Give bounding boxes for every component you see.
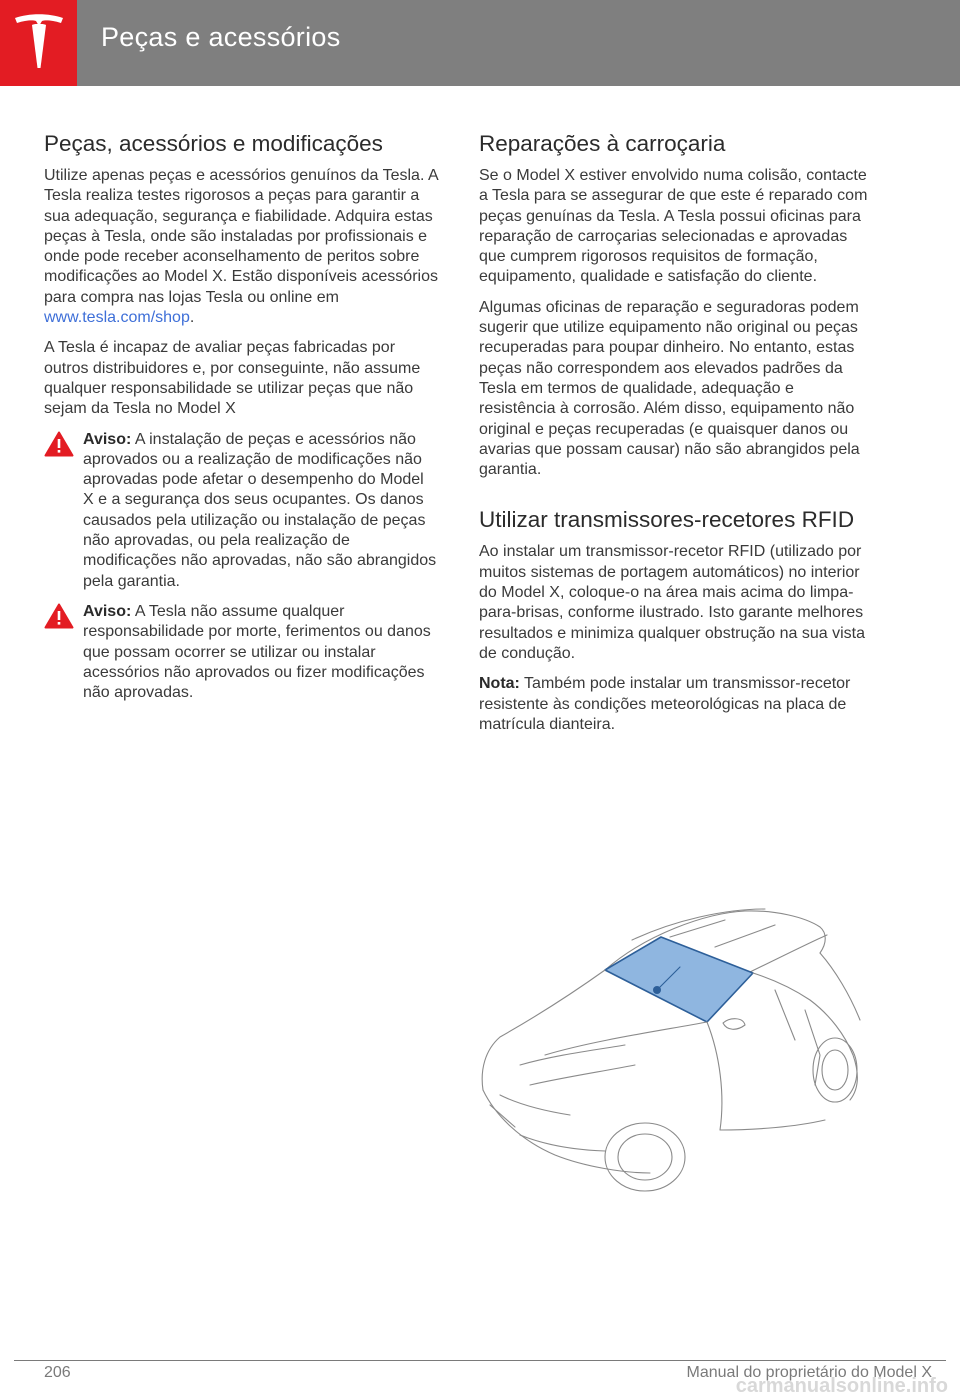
body-repair-paragraph: Se o Model X estiver envolvido numa colisão, contacte a Tesla para se assegurar de que este é reparado com peças genuínas da Tesla. A Tesla possui oficinas para reparação de carroçarias selecionadas e aprovadas que cumprem rigorosos requisitos de formação, equipamento, qualidade e satisfação do cliente. xyxy=(479,167,868,286)
footer-rule xyxy=(14,1360,946,1361)
warning-icon xyxy=(44,431,74,457)
left-column xyxy=(44,130,438,713)
warning-block xyxy=(44,430,438,592)
note-body: Também pode instalar um transmissor-recetor resistente às condições meteorológicas na placa de matrícula dianteira. xyxy=(479,675,851,733)
page-section-title: Peças e acessórios xyxy=(101,22,341,52)
parts-paragraph-text: Utilize apenas peças e acessórios genuínos da Tesla. A Tesla realiza testes rigorosos a peças para garantir a sua adequação, segurança e fiabilidade. Adquira estas peças à Tesla, onde são instaladas por profissionais e onde pode receber aconselhamento de peritos sobre modificações ao Model X. Estão disponíveis acessórios para compra nas lojas Tesla ou online em xyxy=(44,167,438,306)
note-paragraph xyxy=(479,674,873,735)
rfid-heading: Utilizar transmissores-recetores RFID xyxy=(479,507,855,533)
warning-icon xyxy=(44,603,74,629)
tesla-logo xyxy=(0,0,77,86)
warning-text xyxy=(83,602,438,703)
note-label: Nota: xyxy=(479,675,520,693)
warning-label: Aviso: xyxy=(83,602,132,620)
rfid-paragraph: Ao instalar um transmissor-recetor RFID (utilizado por muitos sistemas de portagem automáticos) no interior do Model X, coloque-o na área mais acima do limpa-para-brisas, conforme ilustrado. Isto garante melhores resultados e minimiza qualquer obstrução na sua vista de condução. xyxy=(479,543,865,662)
third-party-paragraph: A Tesla é incapaz de avaliar peças fabricadas por outros distribuidores e, por conseguinte, não assume qualquer responsabilidade se utilizar peças que não sejam da Tesla no Model X xyxy=(44,339,421,418)
parts-paragraph-end: . xyxy=(189,309,195,327)
warning-body: A instalação de peças e acessórios não aprovados ou a realização de modificações não aprovadas pode afetar o desempenho do Model X e a segurança dos seus ocupantes. Os danos causados pela utilização ou instalação de peças não aprovadas, ou pela realização de modificações não aprovadas, não são abrangidos pela garantia. xyxy=(83,430,437,590)
body-repair-heading: Reparações à carroçaria xyxy=(479,131,726,156)
model-x-windshield-illustration xyxy=(475,905,875,1205)
tesla-shop-link[interactable]: www.tesla.com/shop xyxy=(44,309,190,327)
warning-block xyxy=(44,602,438,703)
manual-title: Manual do proprietário do Model X xyxy=(686,1364,932,1381)
warning-body: A Tesla não assume qualquer responsabilidade por morte, ferimentos ou danos que possam ocorrer se utilizar ou instalar acessórios não aprovados ou fizer modificações não aprovadas. xyxy=(83,602,431,702)
page-header xyxy=(0,0,960,86)
warning-label: Aviso: xyxy=(83,430,132,448)
non-original-parts-paragraph: Algumas oficinas de reparação e seguradoras podem sugerir que utilize equipamento não original ou peças recuperadas para poupar dinheiro. No entanto, estas peças não correspondem aos elevados padrões da Tesla em termos de qualidade, adequação e resistência à corrosão. Além disso, equipamento não original e peças recuperadas (e quaisquer danos ou avarias que possam causar) não são abrangidos pela garantia. xyxy=(479,298,860,479)
windshield-rfid-zone xyxy=(605,937,753,1022)
page-number: 206 xyxy=(44,1364,71,1381)
warning-text xyxy=(83,430,438,592)
parts-paragraph xyxy=(44,166,438,328)
parts-heading: Peças, acessórios e modificações xyxy=(44,131,383,156)
tesla-logo-icon xyxy=(12,14,66,70)
watermark: carmanualsonline.info xyxy=(735,1375,948,1397)
right-column xyxy=(479,130,873,745)
